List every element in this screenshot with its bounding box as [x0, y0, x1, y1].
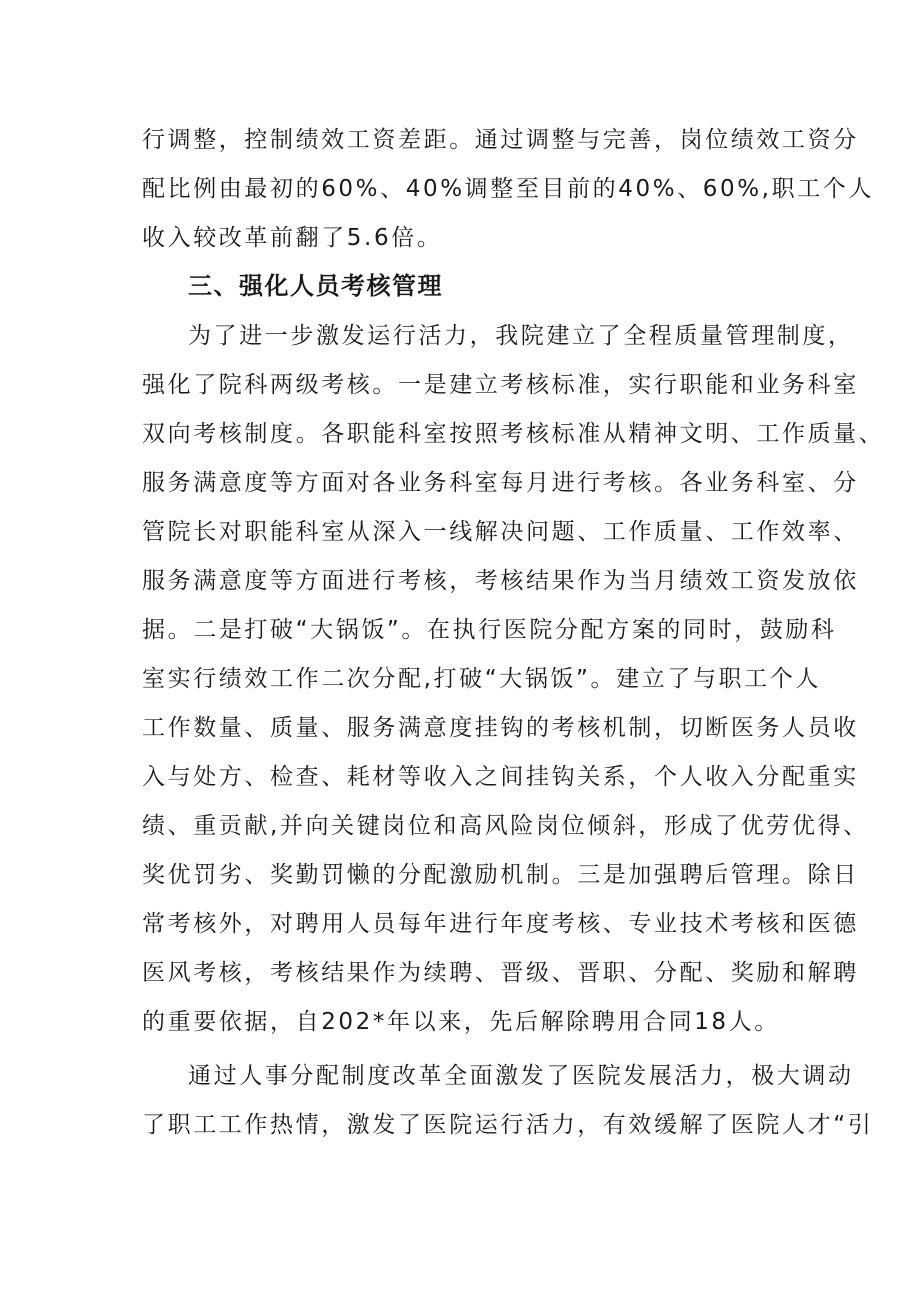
paragraph-line: 配比例由最初的60%、40%调整至目前的40%、60%,职工个人: [142, 176, 874, 202]
section-heading: 三、强化人员考核管理: [188, 272, 443, 300]
paragraph-line: 绩、重贡献,并向关键岗位和高风险岗位倾斜，形成了优劳优得、: [142, 813, 869, 839]
paragraph-line: 入与处方、检查、耗材等收入之间挂钩关系，个人收入分配重实: [142, 764, 859, 790]
paragraph-line: 管院长对职能科室从深入一线解决问题、工作质量、工作效率、: [142, 519, 859, 545]
paragraph-line: 强化了院科两级考核。一是建立考核标准，实行职能和业务科室: [142, 372, 859, 398]
paragraph-line: 通过人事分配制度改革全面激发了医院发展活力，极大调动: [188, 1063, 854, 1089]
paragraph-line: 了职工工作热情，激发了医院运行活力，有效缓解了医院人才“引: [142, 1112, 874, 1138]
paragraph-line: 据。二是打破“大锅饭”。在执行医院分配方案的同时，鼓励科: [142, 617, 837, 643]
paragraph-line: 的重要依据，自202*年以来，先后解除聘用合同18人。: [142, 1009, 780, 1035]
paragraph-line: 双向考核制度。各职能科室按照考核标准从精神文明、工作质量、: [142, 421, 885, 447]
paragraph-line: 服务满意度等方面对各业务科室每月进行考核。各业务科室、分: [142, 470, 859, 496]
paragraph-line: 收入较改革前翻了5.6倍。: [142, 225, 443, 251]
paragraph-line: 为了进一步激发运行活力，我院建立了全程质量管理制度，: [188, 323, 854, 349]
paragraph-line: 奖优罚劣、奖勤罚懒的分配激励机制。三是加强聘后管理。除日: [142, 862, 859, 888]
paragraph-line: 常考核外，对聘用人员每年进行年度考核、专业技术考核和医德: [142, 911, 859, 937]
paragraph-line: 服务满意度等方面进行考核，考核结果作为当月绩效工资发放依: [142, 568, 859, 594]
paragraph-line: 行调整，控制绩效工资差距。通过调整与完善，岗位绩效工资分: [142, 127, 859, 153]
paragraph-line: 医风考核，考核结果作为续聘、晋级、晋职、分配、奖励和解聘: [142, 960, 859, 986]
paragraph-line: 工作数量、质量、服务满意度挂钩的考核机制，切断医务人员收: [142, 715, 859, 741]
paragraph-line: 室实行绩效工作二次分配,打破“大锅饭”。建立了与职工个人: [142, 666, 821, 692]
